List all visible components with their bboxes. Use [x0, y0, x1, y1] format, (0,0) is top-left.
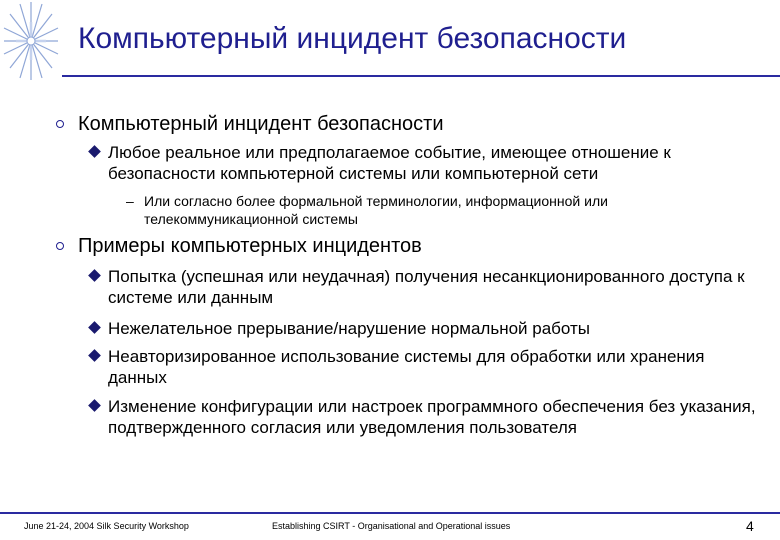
sub-sub-bullet-item: [126, 192, 744, 228]
diamond-bullet-icon: [88, 269, 101, 282]
sub-bullet-item: [108, 142, 758, 184]
bullet-text: Примеры компьютерных инцидентов: [78, 235, 422, 257]
diamond-bullet-icon: [88, 399, 101, 412]
sub-bullet-item: [108, 266, 758, 308]
dash-bullet: –: [126, 193, 134, 209]
sub-bullet-item: [108, 346, 758, 388]
circle-bullet-icon: [56, 120, 64, 128]
circle-bullet-icon: [56, 242, 64, 250]
page-number: 4: [746, 518, 754, 534]
footer-left-text: June 21-24, 2004 Silk Security Workshop: [24, 521, 189, 531]
sub-bullet-text: Нежелательное прерывание/нарушение нормальной работы: [108, 319, 591, 338]
sub-bullet-text: Изменение конфигурации или настроек программного обеспечения без указания, подтвержденного согласия или уведомления пользователя: [108, 397, 756, 437]
footer-divider: [0, 512, 780, 514]
sub-bullet-text: Неавторизированное использование системы для обработки или хранения данных: [108, 347, 705, 387]
diamond-bullet-icon: [88, 321, 101, 334]
diamond-bullet-icon: [88, 349, 101, 362]
bullet-text: Компьютерный инцидент безопасности: [78, 113, 444, 135]
bullet-item: [78, 234, 758, 258]
sub-bullet-item: [108, 318, 758, 339]
sub-bullet-text: Любое реальное или предполагаемое событие, имеющее отношение к безопасности компьютерной системы или компьютерной сети: [108, 143, 671, 183]
sub-bullet-item: [108, 396, 758, 438]
bullet-item: [78, 112, 758, 136]
sub-sub-bullet-text: Или согласно более формальной терминологии, информационной или телекоммуникационной системы: [144, 193, 608, 227]
footer-center-text: Establishing CSIRT - Organisational and Operational issues: [272, 521, 511, 531]
slide-title: Компьютерный инцидент безопасности: [78, 22, 627, 55]
sub-bullet-text: Попытка (успешная или неудачная) получения несанкционированного доступа к системе или данным: [108, 267, 745, 307]
diamond-bullet-icon: [88, 145, 101, 158]
